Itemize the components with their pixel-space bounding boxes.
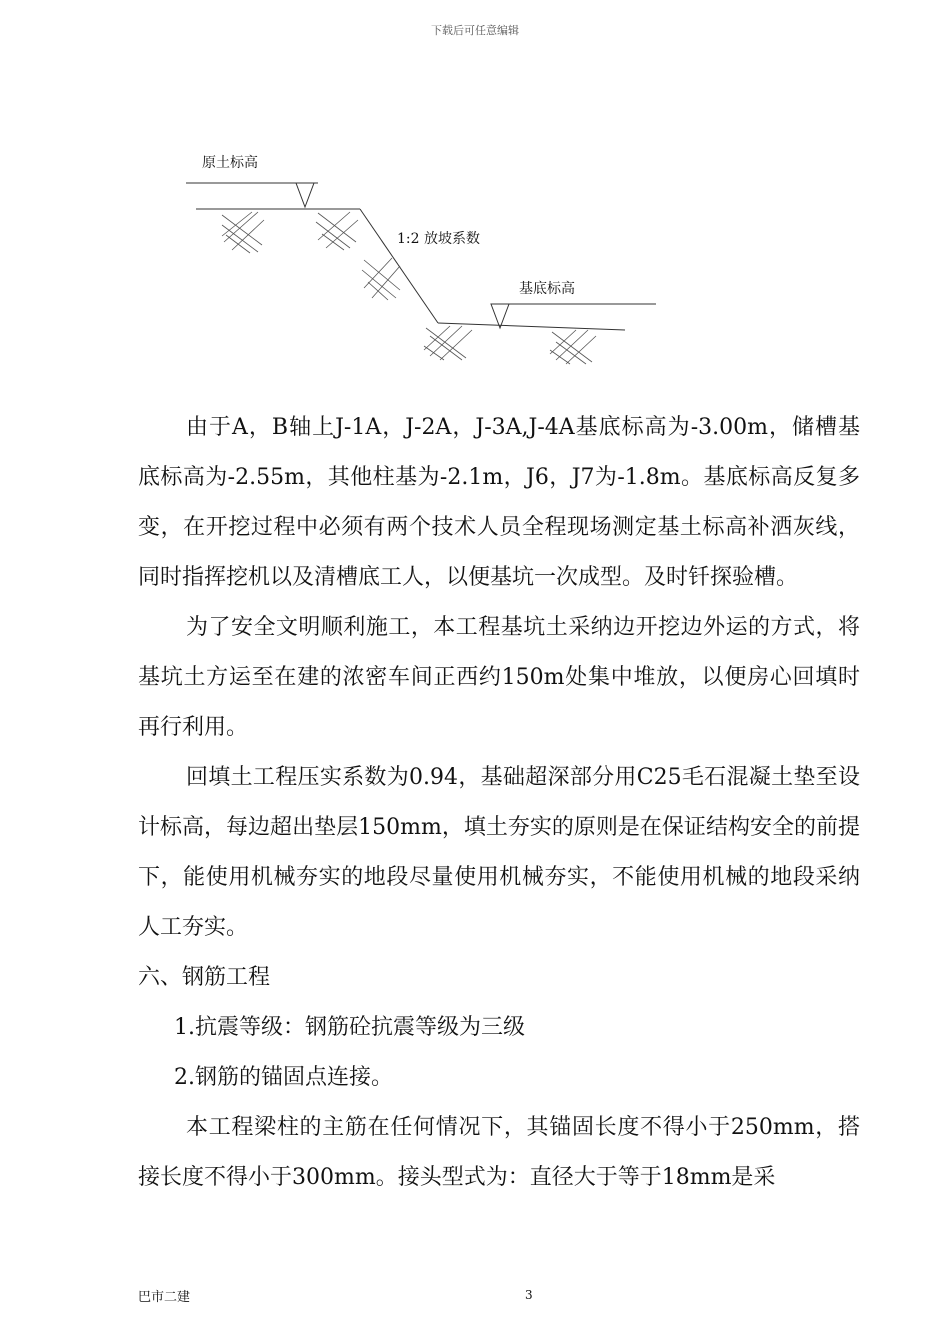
- body-text: [138, 403, 860, 1203]
- list-item-anchorage: 2.钢筋的锚固点连接。: [174, 1065, 393, 1090]
- page-number: 3: [525, 1288, 533, 1302]
- label-slope-coefficient: 1:2 放坡系数: [397, 231, 480, 247]
- elevation-marker-original: [296, 183, 314, 207]
- footer-company: 巴市二建: [138, 1290, 191, 1305]
- paragraph-elevation: 由于A，B轴上J-1A，J-2A，J-3A,J-4A基底标高为-3.00m，储槽基底标高为-2.55m，其他柱基为-2.1m，J6，J7为-1.8m。基底标高反复多变，在开挖过程中必须有两个技术人员全程现场测定基土标高补洒灰线，同时指挥挖机以及清槽底工人，以便基坑一次成型。及时钎探验槽。: [138, 415, 860, 590]
- label-original-elevation: 原土标高: [202, 155, 258, 171]
- section-heading-rebar: 六、钢筋工程: [138, 965, 271, 990]
- paragraph-earth-transport: 为了安全文明顺利施工，本工程基坑土采纳边开挖边外运的方式，将基坑土方运至在建的浓密车间正西约150m处集中堆放，以便房心回填时再行利用。: [138, 615, 860, 740]
- base-ground-surface: [438, 323, 625, 330]
- paragraph-backfill: 回填土工程压实系数为0.94，基础超深部分用C25毛石混凝土垫至设计标高，每边超出垫层150mm，填土夯实的原则是在保证结构安全的前提下，能使用机械夯实的地段尽量使用机械夯实，不能使用机械的地段采纳人工夯实。: [138, 765, 860, 940]
- label-base-elevation: 基底标高: [519, 281, 575, 297]
- paragraph-anchorage-length: 本工程梁柱的主筋在任何情况下，其锚固长度不得小于250mm，搭接长度不得小于300mm。接头型式为：直径大于等于18mm是采: [138, 1115, 860, 1190]
- list-item-seismic-grade: 1.抗震等级：钢筋砼抗震等级为三级: [174, 1015, 525, 1040]
- elevation-marker-base: [491, 304, 509, 328]
- slope-diagram-drawing: [0, 0, 950, 400]
- page-header: 下载后可任意编辑: [431, 24, 519, 37]
- slope-diagram: [0, 0, 950, 400]
